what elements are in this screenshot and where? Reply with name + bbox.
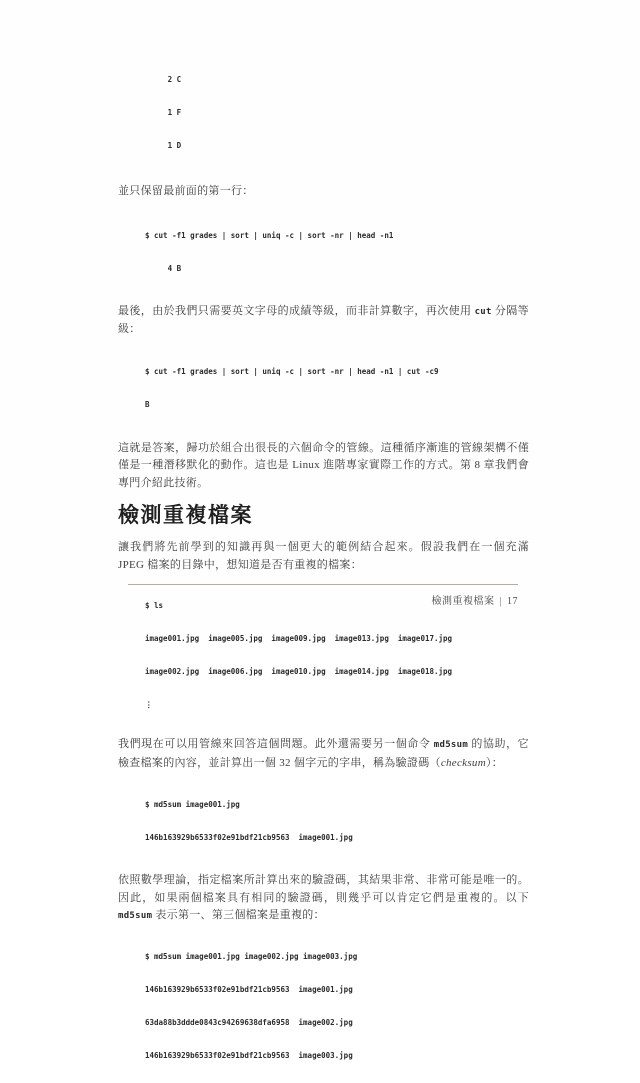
paragraph-jpeg-directory: 讓我們將先前學到的知識再與一個更大的範例結合起來。假設我們在一個充滿 JPEG 檔案的目錄中，想知道是否有重複的檔案： [118, 541, 529, 571]
code-line: $ cut -f1 grades | sort | uniq -c | sort -nr | head -n1 | cut -c9 [145, 366, 439, 376]
code-output-grade-counts [118, 52, 529, 173]
paragraph-text: ）： [485, 756, 504, 769]
code-line: 4 B [145, 263, 182, 273]
page-footer [128, 584, 518, 607]
paragraph-text: 依照數學理論，指定檔案所計算出來的驗證碼，其結果非常、非常可能是唯一的。因此，如果兩個檔案具有相同的驗證碼，則幾乎可以肯定它們是重複的。以下 [118, 874, 529, 904]
code-block-md5sum-multi [118, 929, 529, 1083]
paragraph-text: 的協助，它檢查檔案的內容，並計算出一個 32 個字元的字串，稱為驗證碼（ [118, 738, 529, 769]
code-line: $ cut -f1 grades | sort | uniq -c | sort -nr | head -n1 [145, 230, 394, 240]
vertical-ellipsis: ⋮ [145, 700, 153, 709]
paragraph-text: 我們現在可以用管線來回答這個問題。此外還需要另一個命令 [118, 738, 434, 750]
inline-code-md5sum: md5sum [118, 911, 153, 921]
footer-section-label: 檢測重複檔案 [431, 596, 495, 607]
code-line: image001.jpg image005.jpg image009.jpg image013.jpg image017.jpg [145, 634, 453, 643]
section-heading-detect-duplicates: 檢測重複檔案 [118, 504, 253, 527]
paragraph-text: 表示第一、第三個檔案是重複的： [152, 909, 325, 921]
page-content [118, 0, 529, 1083]
footer-divider: | [499, 596, 502, 607]
paragraph-pipeline-answer: 這就是答案，歸功於組合出很長的六個命令的管線。這種循序漸進的管線架構不僅僅是一種潛移默化的動作。這也是 Linux 進階專家實際工作的方式。第 8 章我們會專門介紹此技術。 [118, 441, 529, 489]
code-line: 1 D [145, 141, 182, 150]
italic-checksum: checksum [440, 756, 486, 769]
code-line: 146b163929b6533f02e91bdf21cb9563 image001.jpg [145, 984, 353, 994]
code-block-head-n1 [118, 208, 529, 296]
paragraph-keep-first-line: 並只保留最前面的第一行： [118, 185, 254, 197]
code-line: 2 C [145, 75, 182, 84]
paragraph-text: 最後，由於我們只需要英文字母的成績等級，而非計算數字，再次使用 [118, 304, 475, 317]
paragraph-text: 分隔等級： [118, 304, 529, 335]
code-line: 146b163929b6533f02e91bdf21cb9563 image003.jpg [145, 1050, 353, 1060]
code-block-md5sum-single [118, 777, 529, 865]
code-line: 146b163929b6533f02e91bdf21cb9563 image001.jpg [145, 833, 353, 842]
paragraph-final-cut [118, 303, 529, 339]
footer-page-number: 17 [507, 596, 518, 607]
code-line: image002.jpg image006.jpg image010.jpg image014.jpg image018.jpg [145, 667, 453, 676]
code-line: 63da88b3ddde0843c94269638dfa6958 image002.jpg [145, 1017, 353, 1027]
code-line: $ md5sum image001.jpg image002.jpg image003.jpg [145, 951, 358, 961]
inline-code-md5sum: md5sum [433, 740, 469, 750]
code-block-cut-c9 [118, 344, 529, 432]
code-line: 1 F [145, 108, 182, 117]
paragraph-md5sum-intro [118, 736, 529, 772]
code-line: $ ls [145, 601, 164, 610]
inline-code-cut: cut [474, 306, 492, 317]
paragraph-checksum-theory [118, 872, 529, 926]
code-line: B [145, 399, 150, 409]
code-line: $ md5sum image001.jpg [145, 800, 240, 809]
